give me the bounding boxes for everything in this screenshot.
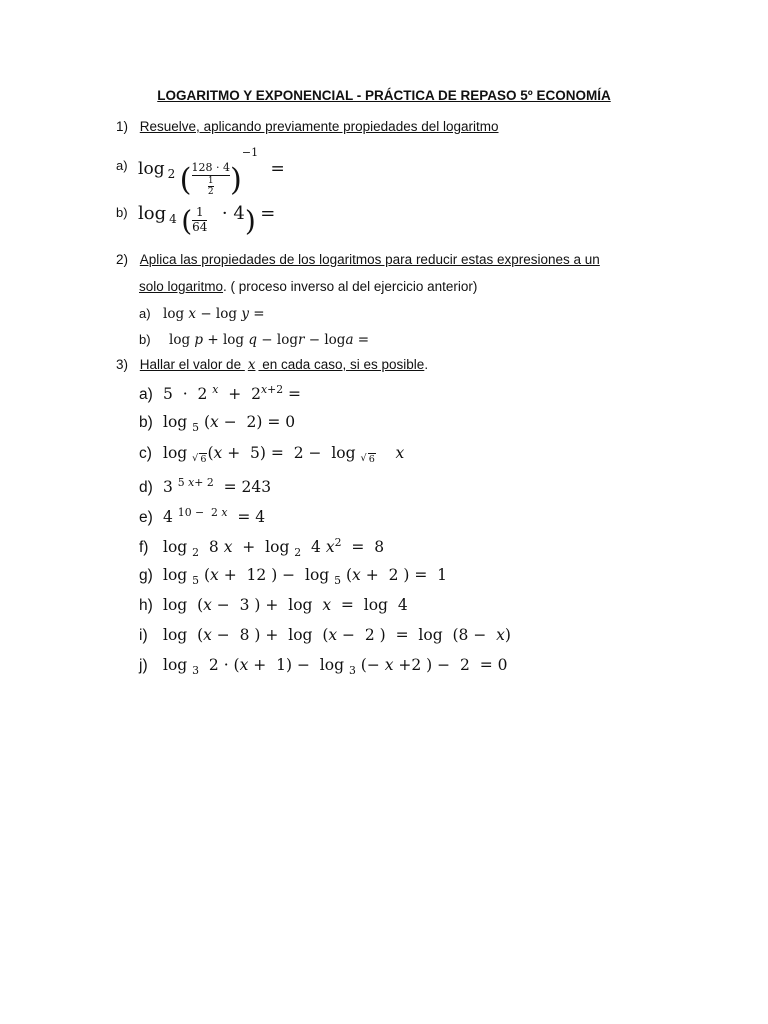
q1-a-fraction [192,162,230,197]
q3-item-b: b) log $_5$ (x − 2) = 0 [139,413,296,434]
question-3-instruction-b: en cada caso, si es posible [258,357,425,372]
question-2 [116,252,600,267]
q2-item-a [139,305,265,323]
q1-b-rest: · 4 [221,203,245,224]
q1-a-close-paren: ) [230,163,242,199]
q3-d-label: d) [139,478,153,496]
question-3-instruction-a: Hallar el valor de [139,357,245,372]
page-title: LOGARITMO Y EXPONENCIAL - PRÁCTICA DE REPASO 5º ECONOMÍA [157,88,611,103]
q1-a-label: a) [116,158,128,173]
q2-a-expr: log x − log y = [163,306,265,322]
q3-b-label: b) [139,414,153,431]
q2-b-expr: log p + log q − logr − loga = [169,332,370,348]
question-3-instruction-end: . [424,357,429,372]
question-1-number: 1) [116,119,129,134]
q1-a-den-num: 1 [207,175,214,186]
q1-item-a [116,146,285,198]
question-2-continuation [139,279,477,294]
q2-b-label: b) [139,332,151,347]
q3-i-label: i) [139,627,148,644]
q3-g-label: g) [139,567,153,584]
q1-a-denominator [192,175,230,198]
q2-a-label: a) [139,306,151,321]
q3-item-i: i) log (x − 8 ) + log (x − 2 ) = log (8 − x) [139,626,511,644]
q3-h-label: h) [139,597,153,614]
q1-b-numerator: 1 [195,205,204,220]
q1-b-log: log [138,203,167,224]
question-3 [116,357,428,373]
q1-b-fraction [192,206,207,235]
q1-a-log: log [138,159,165,179]
q3-item-a: a) 5 · 2 $^x + 2^{x+2}$ = [139,383,302,403]
q3-item-c: c) log √ 6(x + 5) = 2 − log √ 6 x [139,444,404,465]
question-3-instruction-var: x [247,357,256,373]
q3-c-label: c) [139,445,152,462]
q3-f-label: f) [139,538,149,556]
q3-item-g: g) log $_5$ (x + 12 ) − log $_5$ (x + 2 ) = 1 [139,566,448,587]
q3-item-d: d) 3 $^{5 x+ 2}$ = 243 [139,476,272,496]
q1-b-label: b) [116,205,128,220]
q1-a-den-den: 2 [207,187,214,198]
question-2-instruction-1: Aplica las propiedades de los logaritmos para reducir estas expresiones a un [139,252,600,267]
q1-a-equals: = [270,159,285,179]
q1-item-b [116,203,275,238]
question-1-instruction: Resuelve, aplicando previamente propiedades del logaritmo [139,119,499,134]
q3-j-label: j) [139,657,148,674]
q2-item-b [139,331,369,349]
q1-b-equals: = [260,203,276,224]
question-2-number: 2) [116,252,129,267]
q3-item-f: f) log $_2$ 8 x + log $_2$ 4 $x^2 = 8$ [139,536,385,559]
question-3-number: 3) [116,357,129,372]
q1-a-base: 2 [167,167,176,181]
q1-a-open-paren: ( [179,163,192,199]
q1-a-exponent: −1 [241,146,259,159]
q3-item-j: j) log $_3$ 2 · (x + 1) − log $_3$ (− x +2 ) − 2 = 0 [139,656,508,677]
q1-b-close-paren: ) [244,204,256,238]
q1-b-denominator: 64 [192,220,208,235]
question-2-instruction-2-underlined: solo logaritmo [139,279,224,294]
q1-b-open-paren: ( [181,204,193,238]
question-2-instruction-2-rest: . ( proceso inverso al del ejercicio anterior) [223,279,478,294]
q1-b-base: 4 [169,212,177,226]
q3-e-label: e) [139,508,153,526]
q1-a-numerator: 128 · 4 [191,161,231,175]
q3-a-label: a) [139,385,153,403]
q3-item-e: e) 4 $^{10 - 2 x}$ = 4 [139,506,266,526]
q3-item-h: h) log (x − 3 ) + log x = log 4 [139,596,408,614]
question-1 [116,119,499,134]
